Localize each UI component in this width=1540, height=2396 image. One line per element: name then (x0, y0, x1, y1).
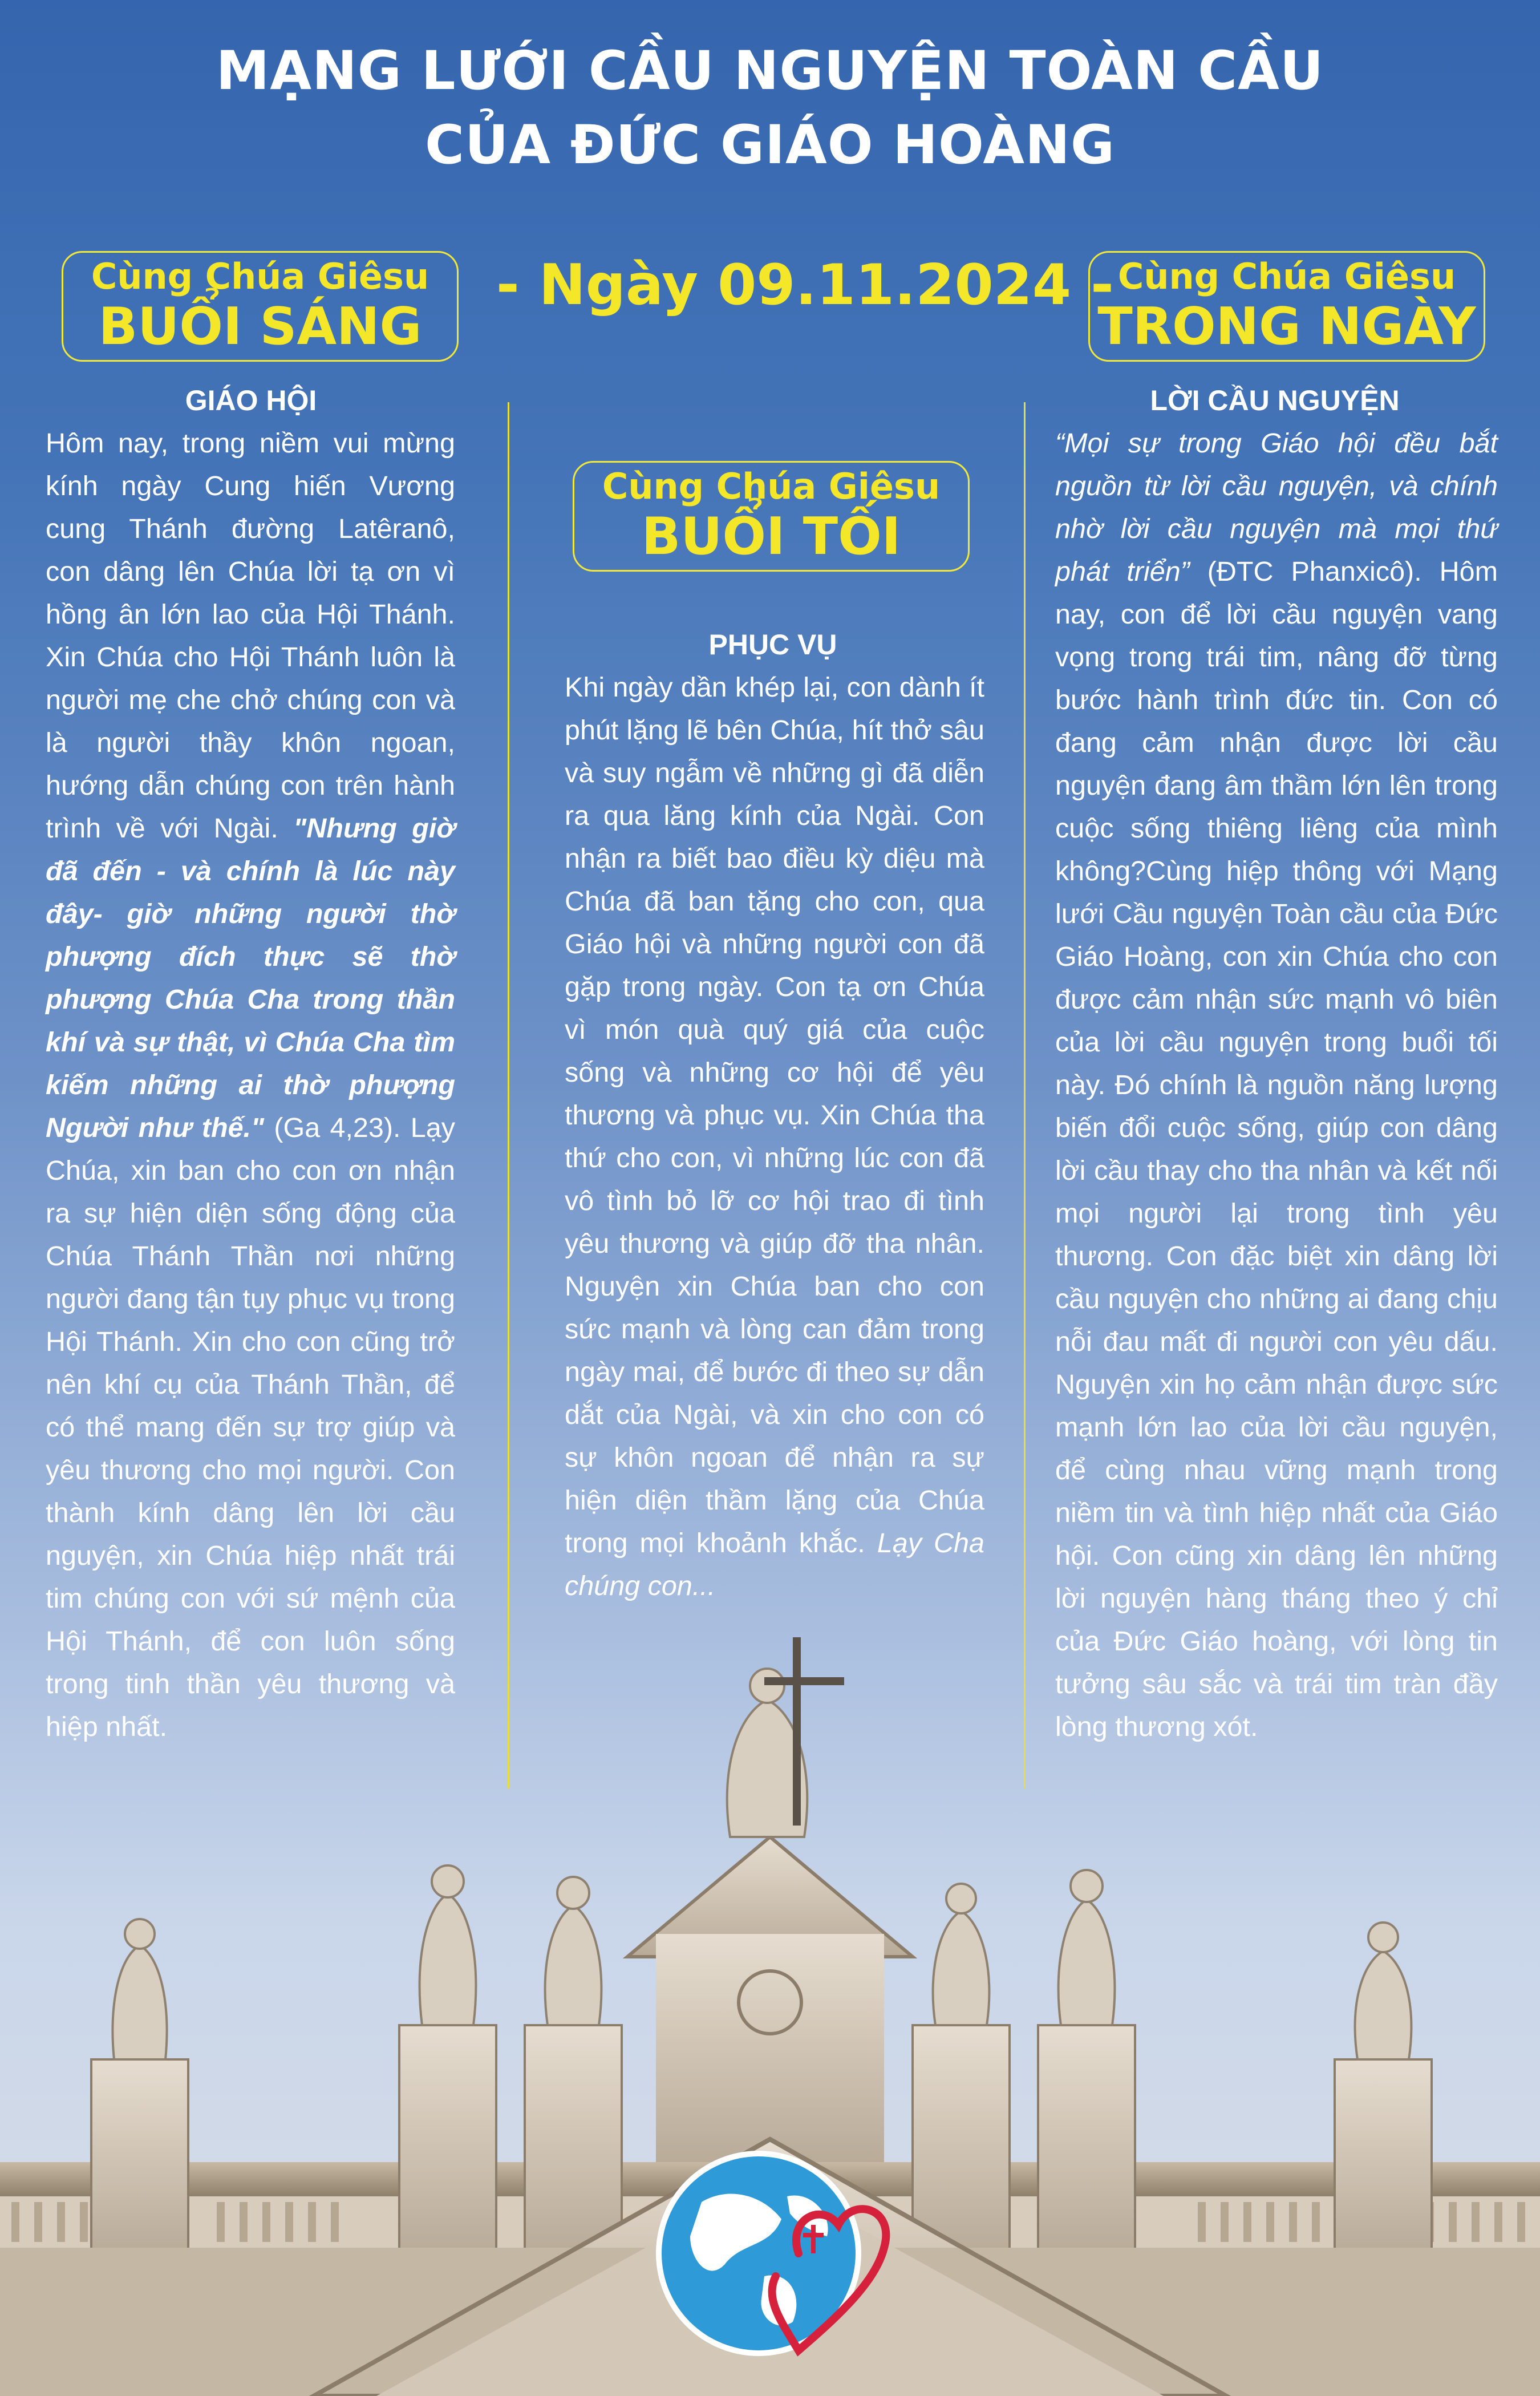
evening-heading: PHỤC VỤ (708, 629, 837, 661)
page-title (0, 34, 1540, 183)
morning-label-box (62, 251, 459, 362)
globe-heart-cross-logo (650, 2134, 901, 2373)
day-text: (ĐTC Phanxicô). Hôm nay, con để lời cầu nguyện vang vọng trong trái tim, nâng đỡ từng bước hành trình đức tin. Con có đang cảm nhận được lời cầu nguyện đang âm thầm lớn lên trong cuộc sống thiêng liêng của mình không?Cùng hiệp thông với Mạng lưới Cầu nguyện Toàn cầu của Đức Giáo Hoàng, con xin Chúa cho con được cảm nhận sức mạnh vô biên của lời cầu nguyện trong buổi tối này. Đó chính là nguồn năng lượng biến đổi cuộc sống, giúp con dâng lời cầu thay cho tha nhân và kết nối mọi người lại trong tình yêu thương. Con đặc biệt xin dâng lời cầu nguyện cho những ai đang chịu nỗi đau mất đi người con yêu dấu. Nguyện xin họ cảm nhận được sức mạnh lớn lao của lời cầu nguyện, để cùng nhau vững mạnh trong niềm tin và tình hiệp nhất của Giáo hội. Con cũng xin dâng lên những lời nguyện hàng tháng theo ý chỉ của Đức Giáo hoàng, với lòng tin tưởng sâu sắc và trái tim tràn đầy lòng thương xót. (1055, 556, 1498, 1742)
morning-body (46, 422, 455, 1749)
day-quote: “Mọi sự trong Giáo hội đều bắt nguồn từ lời cầu nguyện, và chính nhờ lời cầu nguyện mà mọi thứ phát triển” (1055, 428, 1498, 587)
day-body (1055, 422, 1498, 1749)
title-line-2: CỦA ĐỨC GIÁO HOÀNG (425, 114, 1115, 176)
day-label-box (1088, 251, 1485, 362)
evening-closing: Lạy Cha chúng con... (565, 1528, 984, 1601)
title-line-1: MẠNG LƯỚI CẦU NGUYỆN TOÀN CẦU (216, 40, 1324, 102)
evening-label-small: Cùng Chúa Giêsu (602, 466, 941, 507)
morning-label-small: Cùng Chúa Giêsu (91, 256, 429, 297)
day-label-big: TRONG NGÀY (1097, 297, 1476, 357)
column-divider-left (508, 402, 509, 1788)
day-heading: LỜI CẦU NGUYỆN (1150, 385, 1400, 416)
morning-label-big: BUỔI SÁNG (98, 297, 422, 357)
evening-text: Khi ngày dần khép lại, con dành ít phút lặng lẽ bên Chúa, hít thở sâu và suy ngẫm về những gì đã diễn ra qua lăng kính của Ngài. Con nhận ra biết bao điều kỳ diệu mà Chúa đã ban tặng cho con, qua Giáo hội và những người con đã gặp trong ngày. Con tạ ơn Chúa vì món quà quý giá của cuộc sống và những cơ hội để yêu thương và phục vụ. Xin Chúa tha thứ cho con, vì những lúc con đã vô tình bỏ lỡ cơ hội trao đi tình yêu thương và giúp đỡ tha nhân. Nguyện xin Chúa ban cho con sức mạnh và lòng can đảm trong ngày mai, để bước đi theo sự dẫn dắt của Ngài, và xin cho con có sự khôn ngoan để nhận ra sự hiện diện thầm lặng của Chúa trong mọi khoảnh khắc. (565, 672, 984, 1559)
evening-body (565, 666, 984, 1608)
column-divider-right (1024, 402, 1026, 1788)
morning-heading: GIÁO HỘI (185, 385, 317, 416)
morning-scripture-quote: "Nhưng giờ đã đến - và chính là lúc này đây- giờ những người thờ phượng đích thực sẽ thờ phượng Chúa Cha trong thần khí và sự thật, vì Chúa Cha tìm kiếm những ai thờ phượng Người như thế." (46, 813, 455, 1143)
morning-text-part-1: Hôm nay, trong niềm vui mừng kính ngày Cung hiến Vương cung Thánh đường Latêranô, con dâng lên Chúa lời tạ ơn vì hồng ân lớn lao của Hội Thánh. Xin Chúa cho Hội Thánh luôn là người mẹ che chở chúng con và là người thầy khôn ngoan, hướng dẫn chúng con trên hành trình về với Ngài. (46, 428, 455, 844)
evening-label-box (573, 461, 970, 572)
morning-text-part-2: (Ga 4,23). Lạy Chúa, xin ban cho con ơn nhận ra sự hiện diện sống động của Chúa Thánh Thần nơi những người đang tận tụy phục vụ trong Hội Thánh. Xin cho con cũng trở nên khí cụ của Thánh Thần, để có thể mang đến sự trợ giúp và yêu thương cho mọi người. Con thành kính dâng lên lời cầu nguyện, xin Chúa hiệp nhất trái tim chúng con với sứ mệnh của Hội Thánh, để con luôn sống trong tinh thần yêu thương và hiệp nhất. (46, 1112, 455, 1742)
date-label: - Ngày 09.11.2024 - (496, 253, 1114, 318)
evening-label-big: BUỔI TỐI (641, 507, 901, 566)
day-label-small: Cùng Chúa Giêsu (1117, 256, 1456, 297)
